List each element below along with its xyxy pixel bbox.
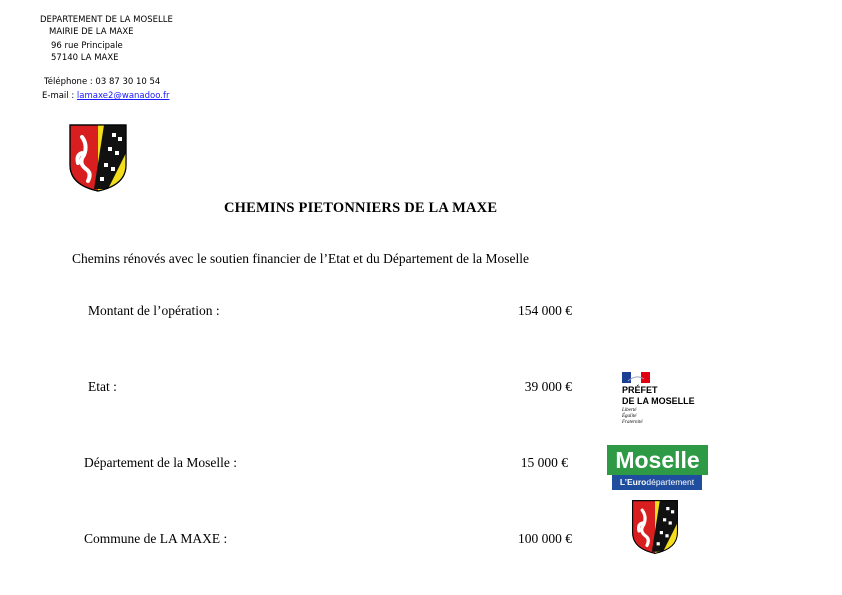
email-link[interactable]: lamaxe2@wanadoo.fr xyxy=(76,91,170,101)
row-amount-departement: 15 000 € xyxy=(520,455,568,470)
prefet-motto-liberte: Liberté xyxy=(622,408,637,413)
row-amount-commune: 100 000 € xyxy=(518,531,572,546)
moselle-tag-bold: L’Euro xyxy=(619,477,647,487)
prefet-motto-egalite: Égalité xyxy=(622,414,637,419)
prefet-motto-fraternite: Fraternité xyxy=(622,420,643,425)
header-street: 96 rue Principale xyxy=(51,41,123,51)
page-title: CHEMINS PIETONNIERS DE LA MAXE xyxy=(224,200,498,216)
moselle-logo-name: Moselle xyxy=(615,447,700,473)
row-amount-operation: 154 000 € xyxy=(518,303,572,318)
row-label-departement: Département de la Moselle : xyxy=(84,455,237,470)
header-phone: Téléphone : 03 87 30 10 54 xyxy=(44,77,161,87)
header-mairie: MAIRIE DE LA MAXE xyxy=(49,27,134,37)
header-department: DEPARTEMENT DE LA MOSELLE xyxy=(40,15,173,25)
row-label-commune: Commune de LA MAXE : xyxy=(84,531,228,546)
subtitle: Chemins rénovés avec le soutien financier de l’Etat et du Département de la Moselle xyxy=(72,251,529,266)
moselle-logo-tagline xyxy=(612,475,702,490)
coat-of-arms-small-logo xyxy=(630,499,680,555)
prefet-line1: PRÉFET xyxy=(622,385,658,395)
prefet-line2: DE LA MOSELLE xyxy=(622,396,695,406)
email-label: E-mail : xyxy=(42,91,77,101)
row-amount-etat: 39 000 € xyxy=(524,379,572,394)
row-label-operation: Montant de l’opération : xyxy=(88,303,220,318)
row-label-etat: Etat : xyxy=(88,379,117,394)
moselle-tag-rest: département xyxy=(646,477,695,487)
header-city: 57140 LA MAXE xyxy=(51,53,119,63)
coat-of-arms-logo xyxy=(68,123,128,193)
french-flag-icon xyxy=(622,372,650,383)
header-email-line xyxy=(42,90,169,102)
